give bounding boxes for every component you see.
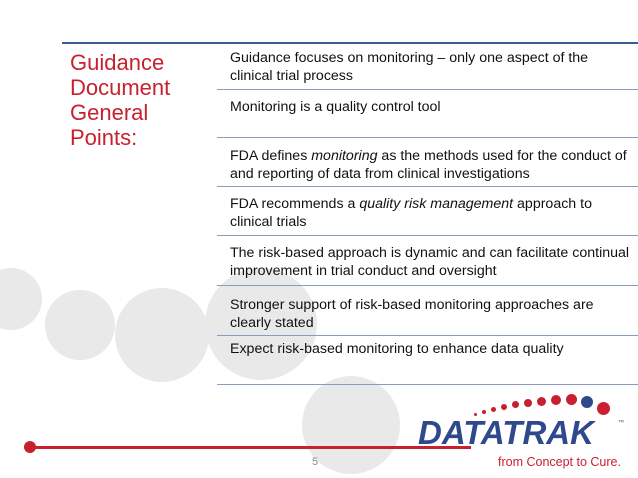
slide-title: Guidance Document General Points: [70, 50, 171, 150]
separator [217, 384, 638, 385]
emphasis-text: quality risk management [359, 196, 514, 212]
bottom-rule-dot [24, 441, 36, 453]
separator [217, 335, 638, 336]
logo-tagline: from Concept to Cure. [498, 455, 621, 469]
logo-wordmark: DATATRAK [418, 414, 594, 451]
separator [217, 285, 638, 286]
bullet-stronger-support: Stronger support of risk-based monitoring approaches are clearly stated [230, 297, 594, 331]
separator [217, 89, 638, 90]
emphasis-text: monitoring [311, 148, 378, 164]
bullet-fda-recommends [230, 195, 630, 231]
bullet-monitoring-aspect: Guidance focuses on monitoring – only one aspect of the clinical trial process [230, 50, 589, 84]
separator [217, 186, 638, 187]
bullet-enhance-quality: Expect risk-based monitoring to enhance data quality [230, 341, 564, 357]
decor-circle [115, 288, 209, 382]
bullet-text: FDA defines [230, 148, 312, 164]
decor-circle [45, 290, 115, 360]
bottom-rule [31, 446, 471, 449]
bullet-quality-control: Monitoring is a quality control tool [230, 99, 441, 115]
separator [217, 137, 638, 138]
decor-circle [0, 268, 42, 330]
page-number: 5 [312, 456, 319, 468]
bullet-fda-defines [230, 147, 630, 183]
logo-trademark: ™ [618, 420, 624, 426]
bullet-text: FDA recommends a [230, 196, 360, 212]
bullet-text: approach to clinical trials [230, 196, 592, 230]
bullet-text: as the methods used for the conduct of and reporting of data from clinical investigations [230, 148, 627, 182]
bullet-risk-based-dynamic: The risk-based approach is dynamic and can facilitate continual improvement in trial conduct and oversight [230, 245, 630, 279]
top-rule [62, 42, 638, 44]
separator [217, 235, 638, 236]
